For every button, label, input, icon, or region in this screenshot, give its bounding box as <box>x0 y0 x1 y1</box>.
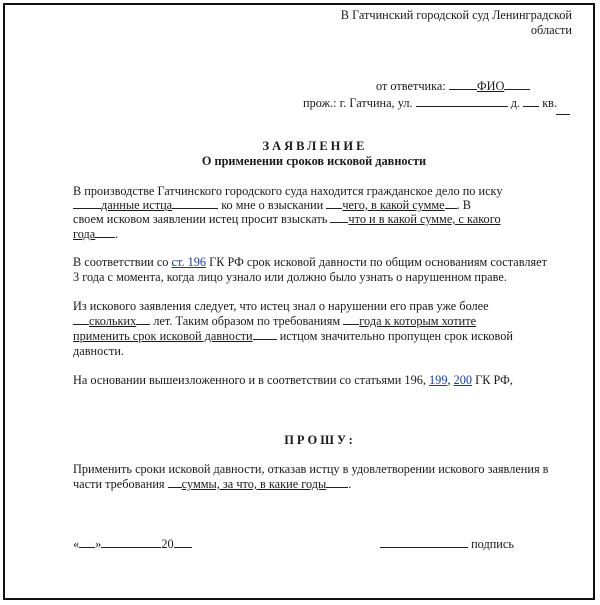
blank-line <box>73 208 101 209</box>
claim-subject-field: чего, в какой сумме <box>342 198 445 212</box>
p1-line3 <box>73 212 501 227</box>
p3-line4: давности. <box>73 344 125 358</box>
blank-line <box>172 208 218 209</box>
article-196-link[interactable]: ст. 196 <box>171 255 207 269</box>
blank-line <box>343 324 359 325</box>
blank-line <box>253 339 277 340</box>
p2-line1-end: ГК РФ срок исковой давности по общим основаниям составляет <box>209 255 547 269</box>
document-subtitle: О применении сроков исковой давности <box>201 154 427 168</box>
p3-line3-text: истцом значительно пропущен срок исковой <box>279 329 513 343</box>
defendant-name-field: ФИО <box>476 79 505 93</box>
claim-amount-field: что и в какой сумме, с какого <box>348 212 501 226</box>
p3-line2-text: лет. Таким образом по требованиям <box>153 314 341 328</box>
year-prefix: 20 <box>161 537 174 551</box>
p2-line2: 3 года с момента, когда лицо узнало или должно было узнать о нарушенном праве. <box>73 270 507 284</box>
court-name-line1: В Гатчинский городской суд Ленинградской <box>340 8 572 22</box>
p1-line2-end: . В <box>456 198 471 212</box>
p4-end: ГК РФ, <box>475 373 513 387</box>
blank-line <box>504 89 530 90</box>
years-count-field: скольких <box>89 314 137 328</box>
blank-line <box>136 324 150 325</box>
p3-line1: Из искового заявления следует, что истец знал о нарушении его прав уже более <box>73 299 489 313</box>
blank-line <box>449 89 477 90</box>
address-line <box>303 96 557 111</box>
p1-line1: В производстве Гатчинского городского суда находится гражданское дело по иску <box>73 184 503 198</box>
signature-line <box>380 537 514 552</box>
request-line2 <box>73 477 351 492</box>
defendant-line <box>376 79 530 94</box>
p2-line1 <box>73 255 547 270</box>
p1-line3-text: своем исковом заявлении истец просит взыскать <box>73 212 328 226</box>
p3-line2 <box>73 314 476 329</box>
request-title: ПРОШУ: <box>284 433 356 447</box>
article-200-link[interactable]: 200 <box>453 373 473 387</box>
p1-line2 <box>73 198 471 213</box>
apartment-field-line <box>556 104 570 119</box>
year-field <box>174 547 192 548</box>
day-field <box>79 547 95 548</box>
claim-year-field: года <box>73 227 96 241</box>
blank-line <box>95 237 115 238</box>
request-line1: Применить сроки исковой давности, отказав истцу в удовлетворении искового заявления в <box>73 462 549 476</box>
blank-line <box>326 487 348 488</box>
house-field <box>523 106 539 107</box>
article-199-link[interactable]: 199 <box>429 373 448 387</box>
house-label: д. <box>510 96 521 110</box>
request-line2-text: части требования <box>73 477 165 491</box>
blank-line <box>445 208 457 209</box>
apartment-label: кв. <box>542 96 558 110</box>
limitation-claims-field: применить срок исковой давности <box>73 329 253 343</box>
document-title: ЗАЯВЛЕНИЕ <box>262 139 368 153</box>
blank-line <box>73 324 89 325</box>
blank-line <box>326 208 342 209</box>
p2-line1-start: В соответствии со <box>73 255 169 269</box>
p4-separator: , <box>447 373 451 387</box>
plaintiff-data-field: данные истца <box>101 198 173 212</box>
request-details-field: суммы, за что, в какие годы <box>181 477 327 491</box>
defendant-label: от ответчика: <box>376 79 446 93</box>
date-open-quote: « <box>73 537 80 551</box>
month-field <box>101 547 161 548</box>
p4-line <box>73 373 513 388</box>
blank-line <box>330 222 348 223</box>
p1-line4 <box>73 227 118 242</box>
blank-line <box>168 487 182 488</box>
street-field <box>416 106 508 107</box>
date-close-quote: » <box>95 537 102 551</box>
p1-line2-text: ко мне о взыскании <box>221 198 324 212</box>
signature-field <box>380 547 468 548</box>
address-label: прож.: г. Гатчина, ул. <box>303 96 413 110</box>
apartment-field <box>556 114 570 115</box>
p4-start: На основании вышеизложенного и в соответствии со статьями 196, <box>73 373 426 387</box>
claim-years-field: года к которым хотите <box>359 314 477 328</box>
court-name-line2: области <box>530 23 572 37</box>
p1-line4-end: . <box>115 227 119 241</box>
request-line2-end: . <box>348 477 352 491</box>
p3-line3 <box>73 329 513 344</box>
signature-label: подпись <box>471 537 514 551</box>
date-line <box>73 537 192 552</box>
